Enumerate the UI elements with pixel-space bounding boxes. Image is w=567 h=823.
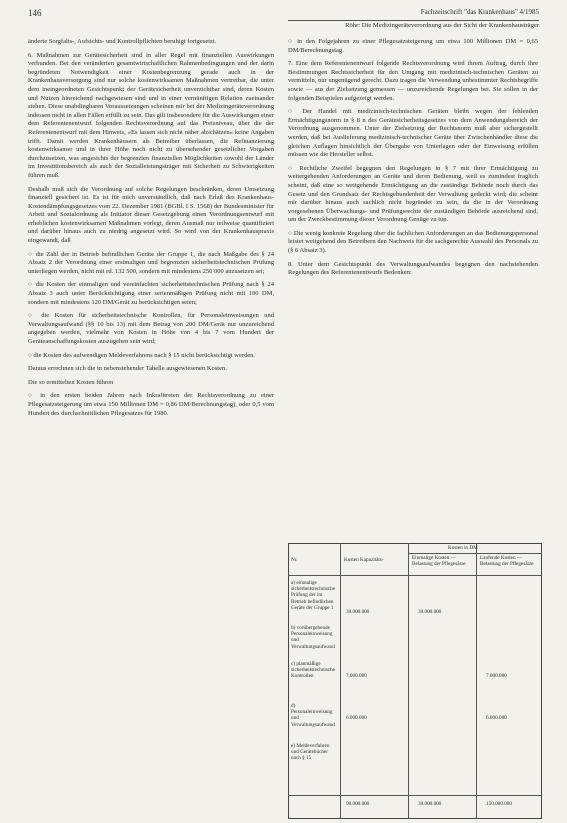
paragraph: Die so ermittelten Kosten führen [28,378,114,386]
paragraph: änderte Sorgfalts-, Aufsichts- und Kontrollpflichten beruhigt fortgesetzt. [28,38,217,45]
paragraph: 8. Unter dem Gesichtspunkt des Verwaltungsaufwandes begegnen den nachstehenden Regelungen des Referentenentwurfs Bedenken: [288,260,538,277]
table-cell: 7.000.000 [486,673,507,679]
table-cell: 30.000.000 [346,609,370,615]
table-col-header: Einmalige Kosten — Belastung der Pflegesätze [412,555,466,568]
paragraph: ○ die Zahl der in Betrieb befindlichen Geräte der Gruppe 1, die nach Maßgabe des § 24 Absatz 2 der Verordnung einer erstmaligen und begrenzten sicherheitstechnischen Prüfung unterliegen werden, nicht mit rd. 132 500, sondern mit mindestens 250 000 anzusetzen sei; [28,250,274,275]
table-row [291,661,338,680]
table-divider [288,575,542,576]
paragraph: ○ in den Folgejahren zu einer Pflegesatzsteigerung um etwa 100 Millionen DM = 0,65 DM/Berechnungstag. [288,38,538,54]
table-divider [288,795,542,796]
table-col-header: Nr. [291,557,298,563]
table-row [291,580,338,611]
table-cell: 6.000.000 [486,715,507,721]
left-column [28,38,274,423]
table-total: 30.000.000 [418,801,442,807]
table-col-header: Laufende Kosten — Belastung der Pflegesätze [480,555,534,568]
table-cell: 7.000.000 [346,673,367,679]
cost-table [288,543,542,819]
row-label: planmäßige sicherheitstechnische Kontrollen [291,661,336,680]
paragraph: ○ Der Handel mit medizinisch-technischen Geräten bleibt wegen der fehlenden Ermächtigungsnorm in § 8 n des Gerätesicherheitsgesetzes von dem Anwendungsbereich der Verordnung ausgenommen. Unter der Zielsetzung der Rechtsnorm muß aber sichergestellt werden, daß bei Auslieferung medizinisch-technischer Geräte über Zwischenhändler diese die gleichen Auflagen hinsichtlich der Übergabe von Unterlagen oder der Einweisung erfüllen müssen wie die Hersteller selbst. [288,108,538,159]
row-label: Meldeverfahren und Gerätebücher nach § 15 [291,743,330,762]
table-divider [340,543,341,819]
table-divider [408,543,409,819]
table-divider [408,553,542,554]
paragraph: ○ Rechtliche Zweifel begegnen den Regelungen in § 7 mit ihrer Ermächtigung zu weitergehenden Anforderungen an Geräte und deren Bedienung, weil es zumindest fraglich scheint, daß eine so weitgehende Ermächtigung an die zuständige Behörde noch durch das Gesetz und den Grundsatz der Rechtsgebundenheit der Verwaltung gedeckt wird; die scheint mir darüber hinaus auch sachlich nicht begründet zu sein, da die in der Verordnung vorgesehenen Überwachungs- und Prüfungsrechte der zuständigen Behörde ausreichend sind, um der Zweckbestimmung dieser Verordnung Genüge zu tun. [288,164,538,224]
row-label: Personaleinweisung und Verwaltungsaufwand [291,709,335,728]
article-subtitle: Röhr: Die Medizingeräteverordnung aus der Sicht der Krankenhausträger [345,22,539,29]
journal-name: Fachzeitschrift "das Krankenhaus" 4/1985 [420,8,539,16]
right-column [288,38,538,283]
table-total: 150.000.000 [486,801,512,807]
table-row [291,703,338,728]
paragraph: Daraus errechnen sich die in nebenstehender Tabelle ausgewiesenen Kosten. [28,365,227,373]
paragraph: ○ Die wenig konkrete Regelung über die fachlichen Anforderungen an das Bedienungspersonal leistet weitgehend den Betreibern den Nachweis für die sachgerechte Auswahl des Personals zu (§ 6 Absatz 3). [288,229,538,255]
row-label: einmalige sicherheitstechnische Prüfung der im Betrieb befindlichen Geräte der Gruppe 1 [291,580,336,611]
table-cell: 6.000.000 [346,715,367,721]
paragraph: ○ die Kosten für sicherheitstechnische Kontrollen, für Personaleinweisungen und Verwaltungsaufwand (§§ 10 bis 13) mit dem Betrag von 200 DM/Gerät nur unzureichend angegeben werden, vielmehr von Kosten in Höhe von 4 bis 7 vom Hundert der Geräteanschaffungskosten auszugehen sein wird; [28,312,274,345]
table-divider [476,543,477,819]
table-group-header: Kosten in DM [448,545,478,551]
paragraph: 6. Maßnahmen zur Gerätesicherheit sind in aller Regel mit finanziellen Auswirkungen verbunden. Bei den veränderten gesamtwirtschaftlichen Rahmenbedingungen und der darin begründeten Notwendigkeit einer Kostenbegrenzung gerade auch in der Krankenhausversorgung sind nur solche kostenwirksamen Maßnahmen vertretbar, die unter dem ineingeordneten Gesichtspunkt der Gerätesicherheit unverzichtbar sind, deren Kosten und Nutzen hinreichend nachgewiesen sind und in einer vernünftigen Relation zueinander stehen. Diese unabdingbaren Voraussetzungen scheinen mir bei der Medizingeräteverordnung indessen nicht in allen Fällen erfüllt zu sein. Das gilt insbesondere für die Auswirkungen einer dem Referentenentwurf folgenden Rechtsverordnung auf das Preisniveau, über die der Referentenentwurf mit dem Hinweis, »Es lassen sich nicht näher abschätzen« keine Angaben trifft. Damit werden Krankenhäusern als Betreiber überlassen, die Refinanzierung kostenwirksamer und in ihrer Höhe noch nicht zu übersehender gesetzlicher Vorgaben durchzusetzen, was angesichts der begrenzten finanziellen Möglichkeiten sowohl der Länder im Investitionsbereich als auch der Sozialleistungsträger mit Sicherheit zu Schwierigkeiten führen muß. [28,51,274,179]
paragraph: ○ die Kosten der einmaligen und vereinfachten sicherheitstechnischen Prüfung nach § 24 Absatz 3 auch unter Berücksichtigung einer serienmäßigen Prüfung nicht mit 100 DM, sondern mit mindestens 120 DM/Gerät zu berücksichtigen seien; [28,281,274,306]
row-number: a) [291,580,296,586]
table-total: 90.000.000 [346,801,370,807]
page-number: 146 [28,8,42,18]
table-row [291,743,338,762]
header-rule [288,20,539,21]
row-number: d) [291,703,296,709]
paragraph: ○ die Kosten des aufwendigen Meldeverfahrens nach § 15 nicht berücksichtigt werden. [28,351,256,359]
table-row [291,625,338,650]
paragraph: 7. Eine dem Referentenentwurf folgende Rechtsverordnung wird ihrem Auftrag, durch ihre Bestimmungen Rechtssicherheit für den Umgang mit medizinisch-technischen Geräten zu vermitteln, nur ungenügend gerecht. Dazu tragen die Verwendung unbestimmter Rechtsbegriffe sowie — aus der Zielsetzung gemessen — unzureichende Regelungen bei. Sie sollen in der folgenden Beispielen aufgezeigt werden. [288,60,538,102]
row-number: c) [291,661,296,667]
row-label: vorübergehende Personaleinweisung und Verwaltungsaufwand [291,625,335,650]
table-col-header: Kosten Kapazitäts- [344,557,384,563]
row-number: b) [291,625,296,631]
paragraph: Deshalb muß sich die Verordnung auf solche Regelungen beschränken, deren Umsetzung finanziell gesichert ist. Es ist für mich unverständlich, daß nach Erlaß des Krankenhaus-Kostendämpfungsgesetzes vom 22. Dezember 1981 (BGBl. I S. 1568) der Bundesminister für Arbeit und Sozialordnung als Initiator dieser Gesetzgebung einen Verordnungsentwurf mit erheblichen kostenwirksamen Maßnahmen vorlegt, deren Ausmaß nur teilweise quantifiziert und darüber hinaus auch zu niedrig angesetzt wird. So wird von der Krankenhauspraxis eingewandt, daß [28,185,274,245]
paragraph: ○ in den ersten beiden Jahren nach Inkrafttreten der Rechtsverordnung zu einer Pflegesatzsteigerung um etwa 150 Millionen DM = 0,86 DM/Berechnungstag), oder 0,5 vom Hundert des durchschnittlichen Pflegesatzes für 1980. [28,392,274,417]
row-number: e) [291,743,296,749]
table-cell: 30.000.000 [418,609,442,615]
